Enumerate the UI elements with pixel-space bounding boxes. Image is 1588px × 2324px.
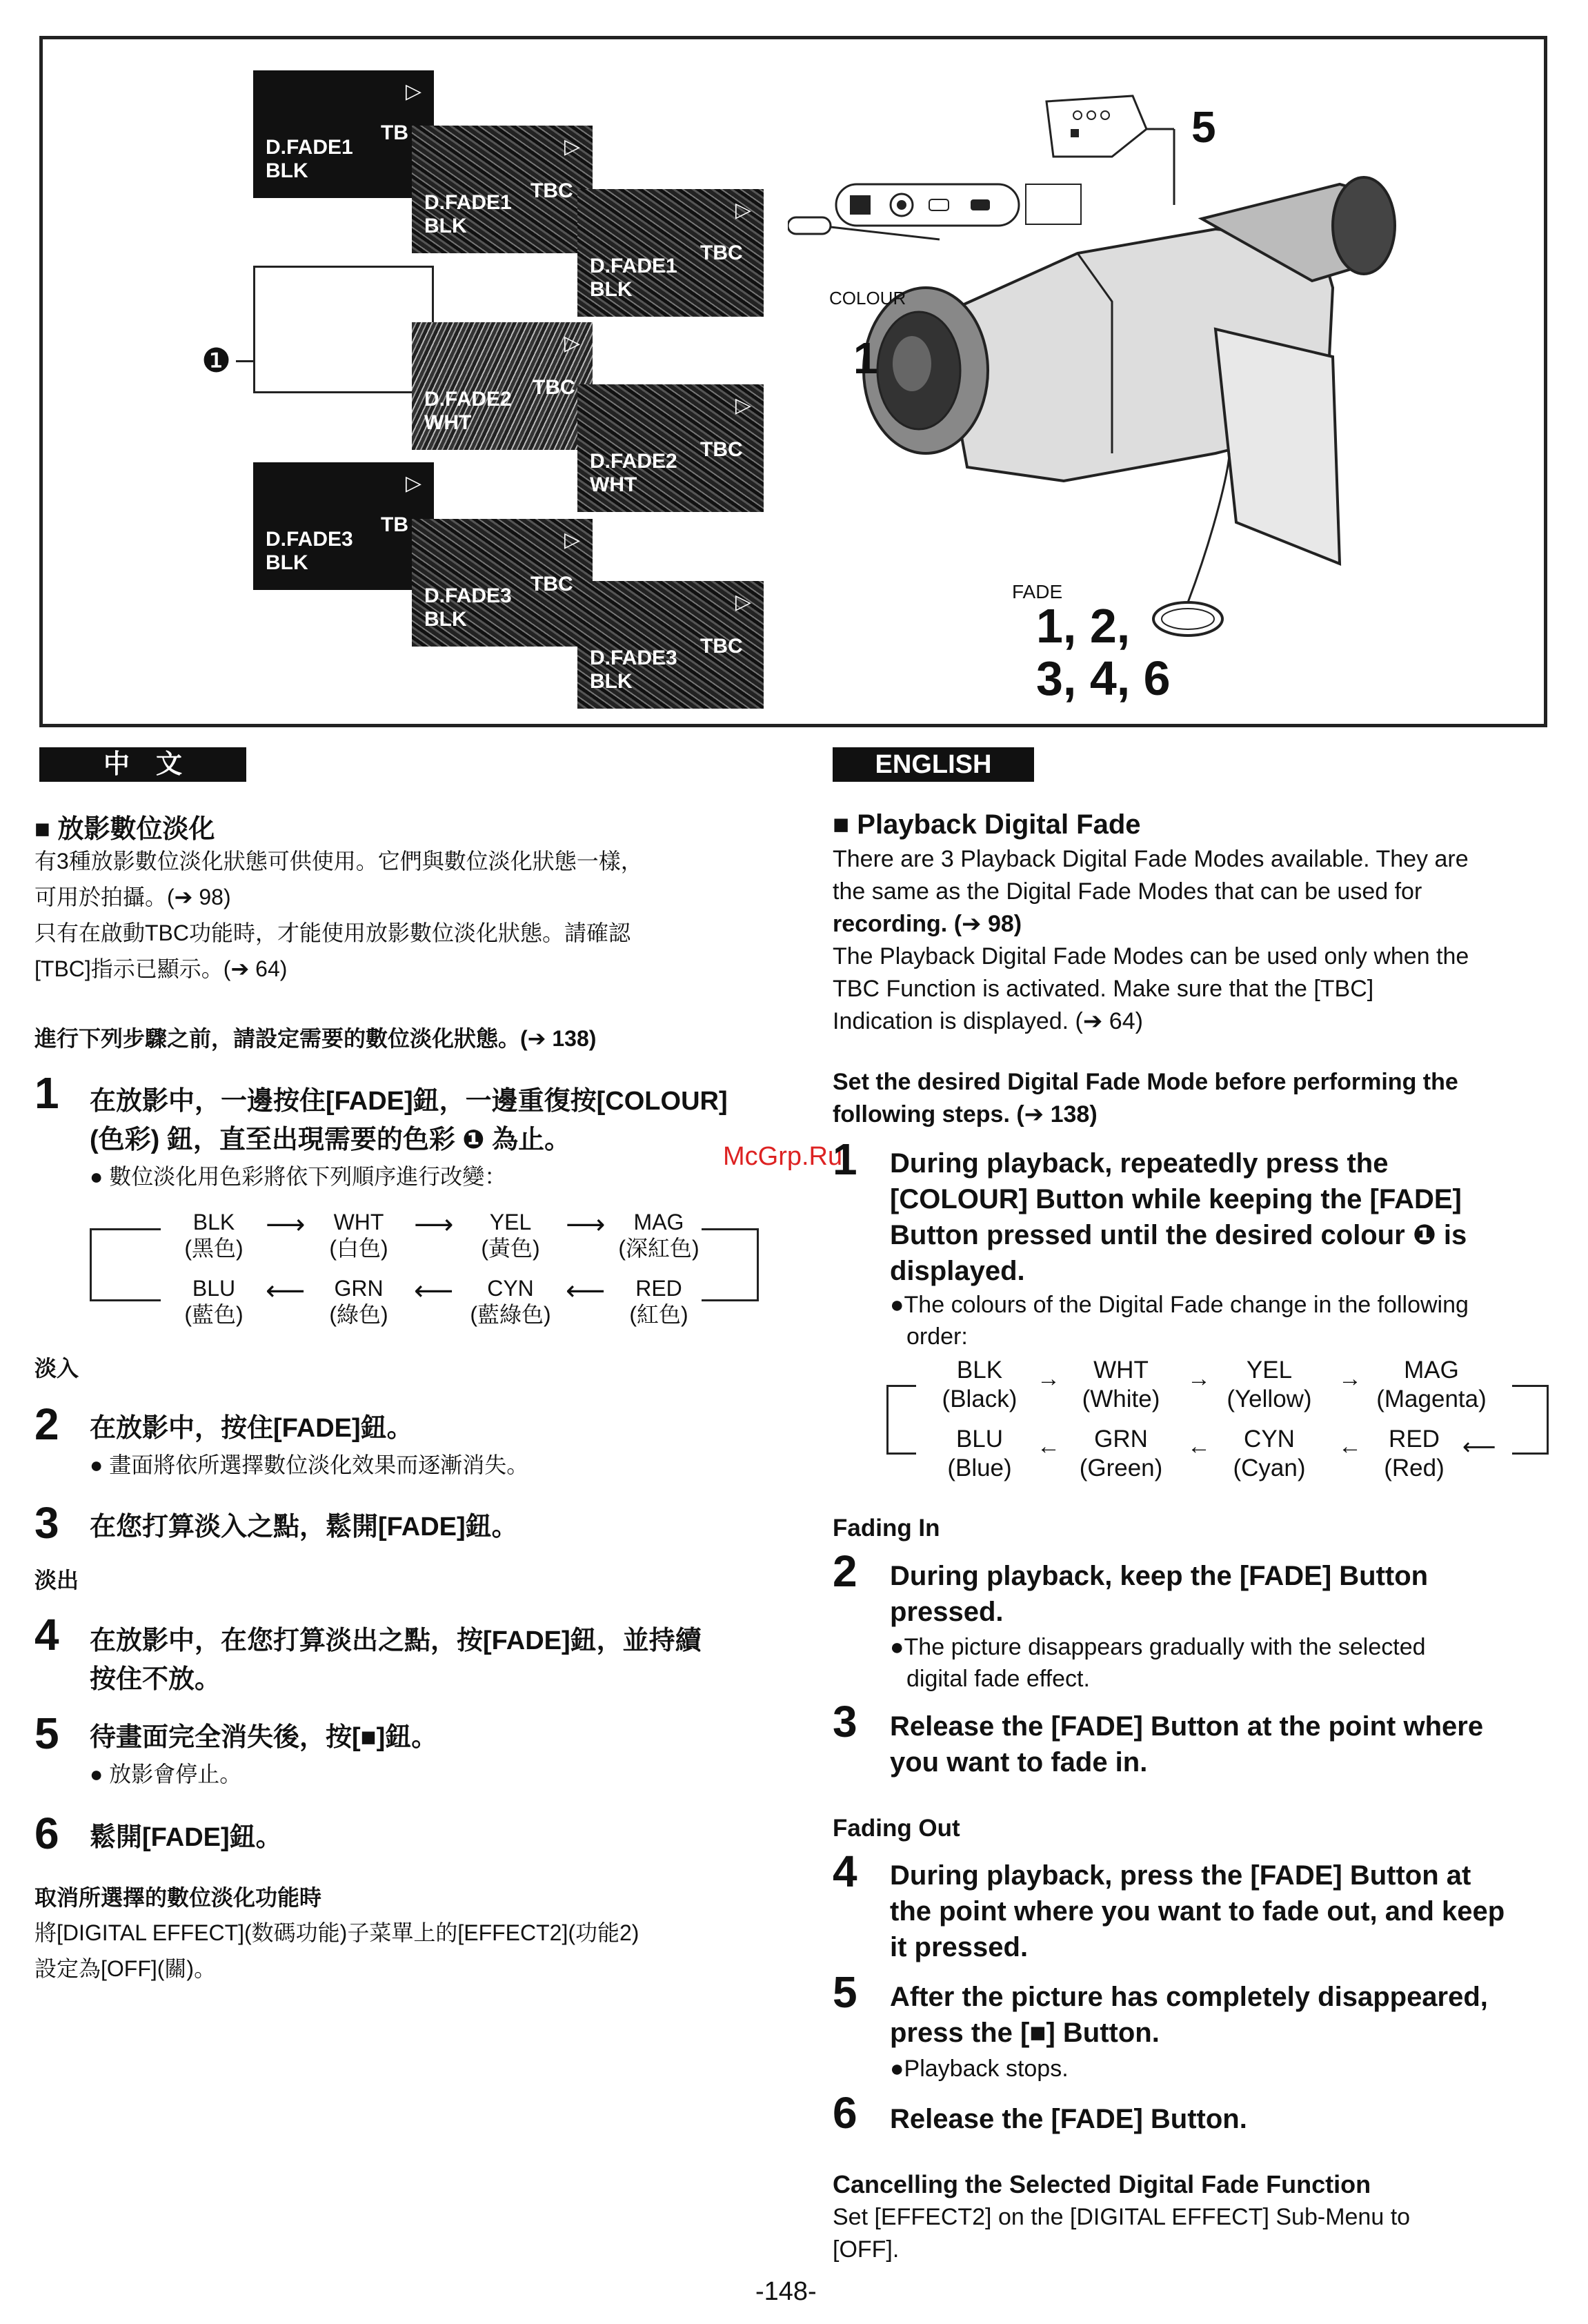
cycle-item-wht: WHT (White) — [1082, 1357, 1160, 1412]
fade-frame-6: ▷ D.FADE3 BLK TB — [253, 462, 434, 590]
page-number: -148- — [755, 2277, 817, 2306]
chinese-step3-text: 在您打算淡入之點，鬆開[FADE]鈕。 — [90, 1513, 518, 1542]
fade-frame-5: ▷ D.FADE2 WHT TBC — [577, 384, 764, 512]
cycle-item-yel: YEL (Yellow) — [1227, 1357, 1312, 1412]
callout-white-frame — [253, 266, 434, 393]
cycle-item-cyn: CYN (Cyan) — [1233, 1426, 1306, 1481]
english-step2-bullet: ●The picture disappears gradually with the selected digital fade effect. — [890, 1634, 1426, 1692]
chinese-step5-text: 待畫面完全消失後，按[■]鈕。 — [90, 1723, 438, 1752]
camcorder-illustration — [788, 81, 1519, 702]
english-cancel-text: Set [EFFECT2] on the [DIGITAL EFFECT] Sub-Menu to [OFF]. — [833, 2204, 1411, 2263]
fade-frame-3: ▷ D.FADE1 BLK TBC — [577, 189, 764, 317]
english-step3-number: 3 — [833, 1697, 857, 1746]
english-intro: There are 3 Playback Digital Fade Modes available. They are the same as the Digital Fade Modes that can be used for recording. (➔ 98) The Playback Digital Fade Modes can be used only when the TBC Function is activated. Make sure that the [TBC] Indication is displayed. (➔ 64) — [833, 846, 1469, 1034]
cycle-item-mag: MAG (Magenta) — [1376, 1357, 1487, 1412]
arrow-left-icon: ⟵ — [1462, 1434, 1496, 1460]
chinese-cancel-text: 將[DIGITAL EFFECT](数碼功能)子菜單上的[EFFECT2](功能2) 設定為[OFF](關)。 — [34, 1920, 639, 1981]
colour-button-label: COLOUR — [829, 288, 906, 308]
chinese-step2-text: 在放影中，按住[FADE]鈕。 — [90, 1414, 413, 1443]
english-step3-text: Release the [FADE] Button at the point where you want to fade in. — [890, 1711, 1484, 1778]
chinese-step6-text: 鬆開[FADE]鈕。 — [90, 1823, 282, 1852]
english-step1-bullet: ●The colours of the Digital Fade change in the following order: — [890, 1292, 1469, 1350]
english-fading-out-heading: Fading Out — [833, 1815, 960, 1842]
figure-step-5: 5 — [1191, 102, 1216, 152]
english-step5-text: After the picture has completely disappeared, press the [■] Button. — [890, 1982, 1488, 2048]
arrow-left-icon: ← — [1338, 1433, 1362, 1459]
english-section-title: ■ Playback Digital Fade — [833, 809, 1141, 840]
chinese-step2-number: 2 — [34, 1399, 59, 1449]
figure-panel — [39, 36, 1547, 727]
english-tab: ENGLISH — [833, 747, 1034, 782]
arrow-left-icon: ← — [1187, 1433, 1211, 1459]
english-step2-text: During playback, keep the [FADE] Button pressed. — [890, 1561, 1429, 1627]
chinese-section-title: ■ 放影數位淡化 — [34, 815, 215, 844]
chinese-step6-number: 6 — [34, 1809, 59, 1858]
cycle-item-blk: BLK (Black) — [942, 1357, 1018, 1412]
chinese-fade-in-heading: 淡入 — [34, 1356, 79, 1381]
cycle-item-yel: YEL (黃色) — [481, 1210, 540, 1261]
arrow-right-icon: ⟶ — [566, 1210, 606, 1240]
cycle-item-blk: BLK (黑色) — [184, 1210, 244, 1261]
cycle-item-blu: BLU (藍色) — [184, 1276, 244, 1327]
fade-button-label: FADE — [1012, 581, 1063, 602]
cycle-item-red: RED (紅色) — [629, 1276, 688, 1327]
chinese-step1-bullet: ● 數位淡化用色彩將依下列順序進行改變： — [90, 1164, 507, 1189]
english-cancel-title: Cancelling the Selected Digital Fade Function — [833, 2170, 1371, 2198]
figure-steps-line2: 3, 4, 6 — [1036, 651, 1171, 705]
chinese-step4-text: 在放影中，在您打算淡出之點，按[FADE]鈕，並持續 按住不放。 — [90, 1626, 702, 1694]
english-step2-number: 2 — [833, 1546, 857, 1596]
chinese-step2-bullet: ● 畫面將依所選擇數位淡化效果而逐漸消失。 — [90, 1452, 529, 1477]
callout-marker: ❶ — [201, 343, 232, 380]
callout-line — [236, 360, 255, 362]
fade-frame-7: ▷ D.FADE3 BLK TBC — [412, 519, 593, 647]
arrow-left-icon: ⟵ — [414, 1276, 454, 1306]
english-fading-in-heading: Fading In — [833, 1515, 940, 1542]
cycle-item-cyn: CYN (藍綠色) — [470, 1276, 551, 1327]
chinese-step5-number: 5 — [34, 1708, 59, 1758]
chinese-colour-cycle — [90, 1201, 759, 1339]
cycle-item-wht: WHT (白色) — [329, 1210, 388, 1261]
english-step4-number: 4 — [833, 1847, 857, 1896]
fade-frame-8: ▷ D.FADE3 BLK TBC — [577, 581, 764, 709]
english-step6-number: 6 — [833, 2088, 857, 2138]
chinese-step3-number: 3 — [34, 1498, 59, 1548]
chinese-cancel-title: 取消所選擇的數位淡化功能時 — [34, 1885, 322, 1910]
cycle-item-mag: MAG (深紅色) — [618, 1210, 699, 1261]
chinese-step1-number: 1 — [34, 1068, 59, 1118]
arrow-right-icon: → — [1187, 1366, 1211, 1392]
arrow-right-icon: → — [1037, 1366, 1060, 1392]
chinese-intro: 有3種放影數位淡化狀態可供使用。它們與數位淡化狀態一樣， 可用於拍攝。(➔ 98) 只有在啟動TBC功能時，才能使用放影數位淡化狀態。請確認 [TBC]指示已顯示。(➔ 64) — [34, 849, 643, 981]
english-step6-text: Release the [FADE] Button. — [890, 2104, 1247, 2134]
figure-steps-line1: 1, 2, — [1036, 599, 1131, 653]
english-step4-text: During playback, press the [FADE] Button at the point where you want to fade out, and keep it pressed. — [890, 1860, 1505, 1962]
cycle-item-grn: GRN (Green) — [1079, 1426, 1163, 1481]
chinese-step1-text: 在放影中，一邊按住[FADE]鈕，一邊重復按[COLOUR] (色彩) 鈕，直至出現需要的色彩 ❶ 為止。 — [90, 1087, 728, 1154]
fade-frame-1: ▷ D.FADE1 BLK TB — [253, 70, 434, 198]
figure-step-1: 1 — [853, 333, 878, 383]
arrow-left-icon: ⟵ — [566, 1276, 606, 1306]
cycle-item-blu: BLU (Blue) — [947, 1426, 1012, 1481]
arrow-left-icon: ← — [1037, 1433, 1060, 1459]
arrow-left-icon: ⟵ — [266, 1276, 306, 1306]
fade-frame-2: ▷ D.FADE1 BLK TBC — [412, 126, 593, 253]
chinese-tab: 中 文 — [39, 747, 246, 782]
arrow-right-icon: ⟶ — [414, 1210, 454, 1240]
chinese-pre-steps: 進行下列步驟之前，請設定需要的數位淡化狀態。(➔ 138) — [34, 1026, 597, 1051]
cycle-item-red: RED (Red) — [1384, 1426, 1445, 1481]
chinese-step4-number: 4 — [34, 1610, 59, 1660]
fade-frame-4: ▷ D.FADE2 WHT TBC — [412, 322, 593, 450]
english-step1-number: 1 — [833, 1134, 857, 1184]
english-step1-text: During playback, repeatedly press the [COLOUR] Button while keeping the [FADE] Button pressed until the desired colour ❶ is displayed. — [890, 1148, 1467, 1286]
english-step5-bullet: ●Playback stops. — [890, 2056, 1069, 2082]
chinese-fade-out-heading: 淡出 — [34, 1568, 79, 1593]
english-colour-cycle — [886, 1356, 1549, 1494]
watermark: McGrp.Ru — [723, 1142, 843, 1171]
cycle-item-grn: GRN (綠色) — [329, 1276, 388, 1327]
arrow-right-icon: ⟶ — [266, 1210, 306, 1240]
english-step5-number: 5 — [833, 1967, 857, 2017]
arrow-right-icon: → — [1338, 1366, 1362, 1392]
english-pre-steps: Set the desired Digital Fade Mode before performing the following steps. (➔ 138) — [833, 1069, 1458, 1127]
chinese-step5-bullet: ● 放影會停止。 — [90, 1762, 242, 1786]
